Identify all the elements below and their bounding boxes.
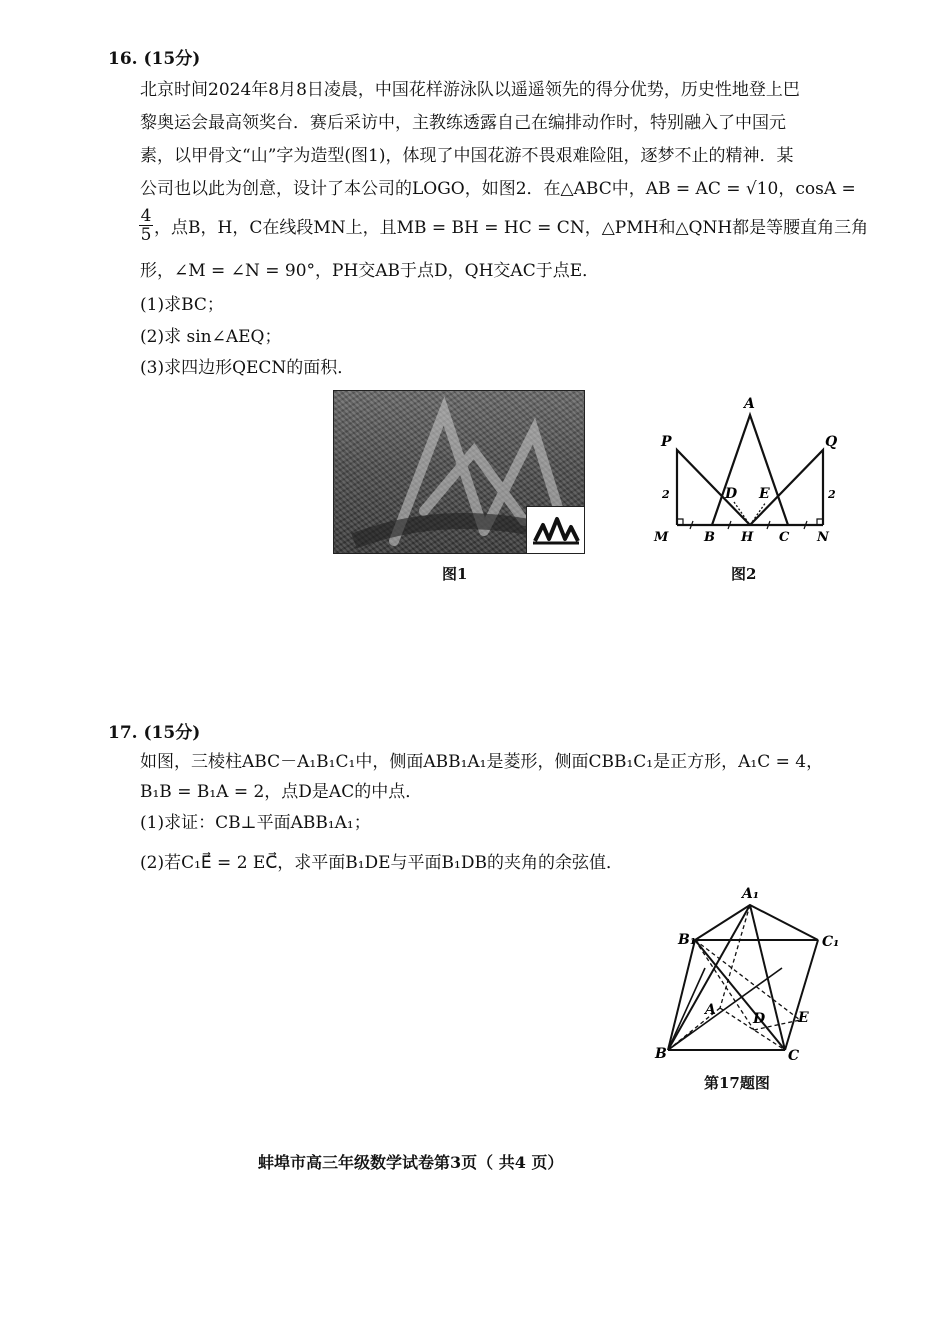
- label-D: D: [753, 1011, 766, 1027]
- label-P: P: [661, 434, 672, 450]
- label-E: E: [798, 1010, 809, 1026]
- q16-part-2: (2)求 sin∠AEQ；: [140, 327, 282, 347]
- page-footer: 蚌埠市高三年级数学试卷第3页（ 共4 页）: [258, 1153, 564, 1172]
- figure-2-diagram: [640, 390, 850, 550]
- label-E: E: [759, 486, 770, 502]
- q16-fraction: [139, 207, 153, 244]
- q16-part-3: (3)求四边形QECN的面积．: [140, 358, 355, 378]
- label-B: B: [655, 1046, 667, 1062]
- q16-line-5: ，点B，H，C在线段MN上，且MB = BH = HC = CN，△PMH和△QNH都是等腰直角三角: [154, 218, 869, 238]
- label-A1: A₁: [742, 886, 759, 902]
- shan-logo-inset: [526, 506, 585, 554]
- q16-line-6: 形，∠M = ∠N = 90°，PH交AB于点D，QH交AC于点E．: [140, 261, 600, 281]
- label-A: A: [705, 1002, 716, 1018]
- q17-part-1: (1)求证：CB⊥平面ABB₁A₁；: [140, 813, 371, 833]
- figure-2-caption: 图2: [731, 565, 757, 583]
- label-right-length: 2: [828, 488, 836, 501]
- q16-line-1: 北京时间2024年8月8日凌晨，中国花样游泳队以遥遥领先的得分优势，历史性地登上巴: [140, 80, 800, 100]
- label-C: C: [779, 530, 790, 545]
- label-C: C: [788, 1048, 800, 1064]
- q16-line-3: 素，以甲骨文“山”字为造型(图1)，体现了中国花游不畏艰难险阻，逐梦不止的精神．某: [140, 146, 794, 166]
- shan-character-icon: [527, 507, 584, 553]
- figure-1-caption: 图1: [442, 565, 468, 583]
- q16-line-4: 公司也以此为创意，设计了本公司的LOGO，如图2．在△ABC中，AB = AC = √10，cosA =: [140, 179, 856, 199]
- fraction-denominator: 5: [140, 225, 152, 245]
- label-M: M: [654, 530, 669, 545]
- figure-17-prism: [650, 880, 850, 1065]
- q17-part-2: (2)若C₁E⃗ = 2 EC⃗，求平面B₁DE与平面B₁DB的夹角的余弦值．: [140, 853, 623, 873]
- label-left-length: 2: [662, 488, 670, 501]
- label-Q: Q: [825, 434, 838, 450]
- label-B: B: [704, 530, 715, 545]
- label-D: D: [725, 486, 738, 502]
- label-A: A: [744, 396, 755, 412]
- q16-header: 16. (15分): [108, 49, 201, 69]
- label-N: N: [817, 530, 829, 545]
- q17-line-1: 如图，三棱柱ABC－A₁B₁C₁中，侧面ABB₁A₁是菱形，侧面CBB₁C₁是正方形，A₁C = 4，: [140, 752, 824, 772]
- axis-z-arrow: [668, 968, 705, 1050]
- figure-17-caption: 第17题图: [704, 1074, 770, 1092]
- triangle-ABC: [712, 415, 788, 525]
- label-H: H: [741, 530, 754, 545]
- fraction-numerator: 4: [140, 206, 152, 226]
- q16-part-1: (1)求BC；: [140, 295, 224, 315]
- q17-line-2: B₁B = B₁A = 2，点D是AC的中点．: [140, 782, 423, 802]
- q16-line-2: 黎奥运会最高领奖台．赛后采访中，主教练透露自己在编排动作时，特别融入了中国元: [140, 113, 786, 133]
- label-C1: C₁: [822, 934, 840, 950]
- label-B1: B₁: [678, 932, 696, 948]
- q17-header: 17. (15分): [108, 723, 201, 743]
- triangle-PMH: [677, 450, 750, 525]
- edge-A1B: [668, 905, 750, 1050]
- edge-CC1: [785, 940, 818, 1050]
